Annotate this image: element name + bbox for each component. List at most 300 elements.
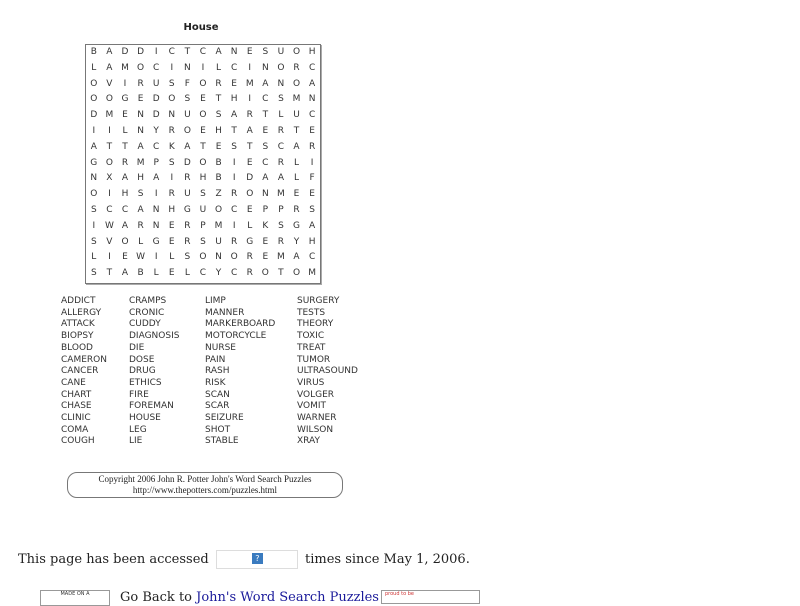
grid-cell: L (278, 110, 284, 121)
hit-counter (216, 550, 298, 569)
grid-cell: E (122, 252, 128, 263)
word-list-item: ULTRASOUND (297, 366, 358, 377)
grid-cell: M (245, 78, 254, 89)
grid-cell: V (106, 236, 113, 247)
grid-cell: E (262, 252, 269, 263)
word-list-item: CRONIC (129, 307, 165, 318)
grid-cell: H (199, 173, 207, 184)
grid-cell: C (230, 62, 238, 73)
grid-cell: R (184, 173, 191, 184)
grid-row (86, 156, 320, 172)
grid-cell: O (105, 157, 113, 168)
grid-cell: A (153, 173, 160, 184)
grid-cell: S (168, 78, 175, 89)
grid-cell: C (308, 62, 316, 73)
grid-cell: S (262, 141, 269, 152)
grid-cell: U (277, 47, 285, 57)
word-column-3 (205, 296, 275, 448)
grid-cell: N (308, 94, 316, 105)
grid-cell: T (184, 47, 191, 57)
grid-cell: G (246, 236, 254, 247)
grid-cell: L (91, 252, 97, 263)
word-list-item: COMA (61, 424, 89, 435)
puzzle-title: House (183, 22, 219, 33)
grid-cell: C (230, 204, 238, 215)
grid-cell: E (246, 204, 253, 215)
grid-cell: E (309, 189, 315, 200)
grid-cell: A (121, 173, 129, 184)
grid-cell: M (277, 189, 285, 200)
word-list-item: FIRE (129, 389, 149, 400)
word-list-item: RISK (205, 377, 226, 388)
grid-cell: C (308, 110, 316, 121)
grid-cell: E (231, 78, 237, 89)
word-list-item: CRAMPS (129, 296, 167, 306)
grid-cell: V (106, 78, 113, 89)
grid-cell: D (152, 110, 160, 121)
grid-row (86, 108, 320, 124)
grid-cell: R (184, 236, 191, 247)
grid-cell: I (201, 62, 205, 73)
word-list-item: TESTS (297, 307, 326, 318)
word-list-item: CHART (61, 389, 92, 400)
word-column-2 (129, 296, 179, 448)
word-list-item: RASH (205, 366, 230, 377)
grid-cell: C (106, 204, 113, 215)
grid-cell: C (168, 47, 175, 57)
grid-cell: C (199, 47, 207, 57)
grid-cell: S (215, 110, 222, 121)
grid-cell: G (90, 157, 98, 168)
grid-cell: I (232, 173, 236, 184)
grid-cell: M (277, 252, 285, 263)
word-list-item: XRAY (297, 436, 321, 447)
grid-cell: R (246, 268, 253, 279)
grid-cell: I (248, 62, 252, 73)
word-list-item: THEORY (297, 319, 334, 330)
copyright-text: Copyright 2006 John R. Potter John's Word Search Puzzles (98, 474, 312, 484)
grid-cell: Y (293, 236, 300, 247)
grid-cell: U (215, 236, 222, 247)
grid-cell: C (121, 204, 129, 215)
grid-cell: C (277, 141, 285, 152)
grid-cell: O (292, 268, 301, 279)
grid-cell: R (215, 78, 222, 89)
grid-cell: O (199, 78, 207, 89)
grid-cell: C (262, 157, 269, 168)
word-list-item: PAIN (205, 354, 226, 365)
grid-cell: E (200, 125, 206, 136)
word-list-item: NURSE (205, 342, 236, 353)
grid-cell: O (292, 47, 301, 57)
grid-cell: M (105, 110, 114, 121)
grid-cell: C (308, 252, 316, 263)
word-search-grid (85, 44, 321, 284)
grid-cell: S (309, 204, 315, 215)
grid-row (86, 92, 320, 108)
grid-cell: E (122, 110, 128, 121)
grid-cell: E (293, 189, 300, 200)
grid-cell: O (90, 94, 98, 105)
grid-cell: E (168, 236, 175, 247)
grid-cell: R (137, 220, 144, 231)
grid-cell: D (152, 94, 160, 105)
grid-cell: O (183, 125, 191, 136)
word-list-item: CUDDY (129, 319, 161, 330)
word-list-item: MANNER (205, 307, 245, 318)
grid-cell: T (246, 141, 253, 152)
grid-cell: N (261, 189, 269, 200)
go-back-line (120, 590, 379, 605)
grid-cell: R (308, 141, 316, 152)
grid-cell: A (309, 220, 316, 231)
grid-cell: N (215, 252, 222, 263)
word-list-item: DIAGNOSIS (129, 331, 180, 342)
grid-cell: T (278, 268, 284, 279)
grid-cell: B (137, 268, 144, 279)
grid-cell: L (294, 157, 300, 168)
grid-cell: R (277, 125, 285, 136)
grid-cell: O (230, 252, 238, 263)
grid-cell: X (106, 173, 113, 184)
grid-cell: S (184, 94, 191, 105)
grid-cell: I (108, 125, 111, 136)
grid-cell: D (137, 47, 145, 57)
grid-cell: M (292, 94, 301, 105)
word-list-item: SURGERY (297, 296, 340, 306)
grid-cell: T (293, 125, 300, 136)
word-column-4 (297, 296, 358, 448)
grid-cell: S (278, 220, 284, 231)
grid-cell: H (137, 173, 144, 184)
word-list-item: CAMERON (61, 354, 107, 365)
go-back-link[interactable]: John's Word Search Puzzles (196, 590, 379, 605)
word-list-item: FOREMAN (129, 401, 174, 412)
grid-cell: A (231, 110, 238, 121)
grid-cell: E (262, 125, 269, 136)
word-list-item: ADDICT (61, 296, 96, 306)
grid-cell: I (92, 125, 96, 136)
grid-cell: O (105, 94, 113, 105)
grid-cell: L (122, 125, 128, 136)
grid-cell: R (168, 189, 175, 200)
grid-cell: B (90, 47, 97, 57)
grid-cell: R (277, 236, 285, 247)
grid-cell: C (153, 141, 160, 152)
grid-cell: I (154, 47, 158, 57)
grid-cell: L (184, 268, 190, 279)
word-list-item: WILSON (297, 424, 334, 435)
grid-cell: I (232, 157, 236, 168)
grid-cell: O (246, 189, 254, 200)
grid-cell: U (184, 110, 191, 121)
word-list-item: ALLERGY (61, 307, 102, 318)
word-list-item: DRUG (129, 366, 156, 377)
word-list-item: SHOT (205, 424, 231, 435)
grid-cell: A (121, 220, 129, 231)
grid-cell: B (215, 173, 222, 184)
grid-cell: R (137, 78, 144, 89)
grid-cell: G (183, 204, 191, 215)
grid-cell: R (293, 204, 300, 215)
grid-cell: O (90, 78, 98, 89)
grid-cell: L (294, 173, 300, 184)
grid-cell: A (262, 78, 269, 89)
grid-cell: M (121, 62, 129, 73)
grid-cell: S (200, 236, 206, 247)
grid-cell: O (137, 62, 145, 73)
grid-cell: E (215, 141, 222, 152)
grid-cell: S (90, 236, 97, 247)
word-list-item: TUMOR (297, 354, 331, 365)
word-list-item: ATTACK (61, 319, 95, 330)
copyright-url: http://www.thepotters.com/puzzles.html (132, 485, 278, 495)
grid-cell: L (91, 62, 97, 73)
grid-cell: A (215, 47, 222, 57)
grid-cell: A (106, 62, 113, 73)
grid-cell: T (215, 94, 222, 105)
grid-cell: F (184, 78, 190, 89)
grid-cell: D (183, 157, 191, 168)
made-on-mac-badge[interactable]: MADE ON A (40, 590, 110, 606)
grid-cell: E (200, 94, 206, 105)
grid-cell: O (292, 78, 301, 89)
grid-cell: A (106, 47, 113, 57)
grid-cell: R (246, 252, 253, 263)
word-list-item: CHASE (61, 401, 92, 412)
grid-cell: E (168, 220, 175, 231)
word-list-item: HOUSE (129, 413, 161, 424)
grid-cell: N (261, 62, 269, 73)
grid-cell: S (90, 268, 97, 279)
grid-cell: A (293, 252, 300, 263)
grid-cell: H (215, 125, 222, 136)
grid-cell: S (262, 47, 269, 57)
grid-row (86, 203, 320, 219)
grid-cell: S (184, 252, 191, 263)
grid-row (86, 235, 320, 251)
grid-cell: N (90, 173, 98, 184)
grid-cell: O (168, 94, 176, 105)
grid-cell: A (184, 141, 191, 152)
grid-cell: I (232, 220, 236, 231)
grid-cell: A (137, 141, 144, 152)
grid-cell: R (277, 157, 285, 168)
grid-cell: G (121, 94, 129, 105)
grid-cell: P (200, 220, 206, 231)
access-text-after: times since May 1, 2006. (305, 552, 470, 567)
grid-cell: I (92, 220, 96, 231)
word-column-1 (61, 296, 107, 448)
grid-cell: D (121, 47, 129, 57)
grid-cell: E (137, 94, 144, 105)
word-list-item: COUGH (61, 436, 95, 447)
word-list-item: MARKERBOARD (205, 319, 276, 330)
grid-cell: D (246, 173, 254, 184)
grid-row (86, 250, 320, 266)
grid-cell: T (106, 268, 113, 279)
grid-cell: R (246, 110, 253, 121)
word-list-item: CANCER (61, 366, 99, 377)
grid-cell: T (106, 141, 113, 152)
broken-image-icon: ? (252, 553, 263, 564)
grid-cell: S (168, 157, 175, 168)
grid-cell: U (152, 78, 160, 89)
grid-cell: T (122, 141, 128, 152)
grid-cell: S (90, 204, 97, 215)
grid-cell: O (199, 110, 207, 121)
grid-cell: E (168, 268, 175, 279)
word-list-item: SEIZURE (205, 413, 244, 424)
grid-cell: I (154, 252, 158, 263)
grid-cell: L (169, 252, 175, 263)
grid-cell: R (231, 189, 238, 200)
grid-cell: O (199, 157, 207, 168)
grid-row (86, 61, 320, 77)
grid-cell: Y (215, 268, 222, 279)
grid-cell: N (183, 62, 191, 73)
grid-cell: O (121, 236, 129, 247)
grid-cell: E (309, 125, 315, 136)
grid-cell: O (199, 252, 207, 263)
grid-cell: F (309, 173, 315, 184)
grid-cell: I (108, 189, 111, 200)
grid-cell: N (168, 110, 176, 121)
grid-cell: A (121, 268, 129, 279)
grid-cell: M (214, 220, 223, 231)
grid-cell: I (108, 252, 111, 263)
word-list-item: VIRUS (297, 377, 325, 388)
grid-cell: A (246, 125, 253, 136)
word-list-item: MOTORCYCLE (205, 331, 267, 342)
word-list-item: ETHICS (129, 377, 162, 388)
grid-cell: U (293, 110, 300, 121)
grid-cell: G (152, 236, 160, 247)
grid-cell: C (153, 62, 160, 73)
word-list-item: VOMIT (297, 401, 326, 412)
grid-cell: A (277, 173, 284, 184)
grid-cell: I (310, 157, 314, 168)
grid-cell: L (153, 268, 159, 279)
word-list-item: SCAN (205, 389, 230, 400)
grid-cell: N (230, 47, 238, 57)
grid-cell: A (262, 173, 269, 184)
access-counter-line (18, 550, 470, 569)
grid-cell: N (152, 220, 160, 231)
grid-cell: A (90, 141, 97, 152)
grid-cell: P (278, 204, 284, 215)
word-list-item: VOLGER (297, 389, 335, 400)
go-back-prefix: Go Back to (120, 590, 192, 605)
grid-cell: L (138, 236, 144, 247)
word-list-item: SCAR (205, 401, 230, 412)
grid-cell: O (261, 268, 269, 279)
grid-cell: E (246, 157, 253, 168)
grid-cell: T (231, 125, 237, 136)
grid-row (86, 219, 320, 235)
word-list-item: DIE (129, 342, 145, 353)
grid-cell: S (278, 94, 284, 105)
grid-row (86, 77, 320, 93)
word-list-item: WARNER (297, 413, 337, 424)
word-list-item: LEG (129, 424, 147, 435)
grid-cell: I (154, 189, 158, 200)
grid-cell: A (293, 141, 300, 152)
grid-cell: R (121, 157, 129, 168)
grid-cell: Z (215, 189, 222, 200)
grid-cell: A (309, 78, 316, 89)
grid-row (86, 45, 320, 61)
grid-cell: R (293, 62, 300, 73)
grid-cell: U (199, 204, 207, 215)
grid-cell: T (262, 110, 269, 121)
grid-cell: C (262, 94, 269, 105)
access-text-before: This page has been accessed (18, 552, 209, 567)
grid-cell: N (137, 125, 144, 136)
grid-cell: A (137, 204, 144, 215)
grid-row (86, 266, 320, 282)
grid-cell: K (168, 141, 175, 152)
grid-cell: W (104, 220, 114, 231)
grid-row (86, 124, 320, 140)
grid-cell: I (170, 173, 174, 184)
grid-cell: O (277, 62, 285, 73)
grid-cell: W (136, 252, 146, 263)
grid-cell: N (277, 78, 285, 89)
grid-cell: M (308, 268, 316, 279)
grid-cell: N (152, 204, 160, 215)
grid-cell: O (90, 189, 98, 200)
grid-cell: O (215, 204, 223, 215)
grid-cell: S (137, 189, 144, 200)
proud-badge[interactable]: proud to be (381, 590, 480, 604)
grid-cell: P (153, 157, 159, 168)
grid-cell: C (199, 268, 207, 279)
word-list-item: LIMP (205, 296, 226, 306)
grid-cell: C (230, 268, 238, 279)
grid-cell: I (248, 94, 252, 105)
grid-cell: P (262, 204, 269, 215)
word-list-item: TOXIC (297, 331, 325, 342)
grid-cell: H (121, 189, 129, 200)
grid-cell: I (170, 62, 174, 73)
grid-cell: E (262, 236, 269, 247)
copyright-box (67, 472, 343, 498)
grid-cell: M (136, 157, 145, 168)
grid-row (86, 140, 320, 156)
word-list-item: LIE (129, 436, 143, 447)
word-list-item: CLINIC (61, 413, 91, 424)
grid-cell: R (168, 125, 175, 136)
grid-cell: U (184, 189, 191, 200)
grid-cell: S (200, 189, 206, 200)
word-list-item: STABLE (205, 436, 239, 447)
grid-cell: S (231, 141, 237, 152)
grid-cell: K (262, 220, 269, 231)
grid-cell: H (308, 47, 316, 57)
word-list-item: CANE (61, 377, 86, 388)
word-list-item: TREAT (297, 342, 326, 353)
grid-cell: R (231, 236, 238, 247)
grid-cell: D (90, 110, 98, 121)
grid-cell: G (293, 220, 300, 231)
grid-cell: H (168, 204, 176, 215)
grid-cell: B (215, 157, 222, 168)
word-list-item: DOSE (129, 354, 155, 365)
grid-cell: T (200, 141, 206, 152)
grid-cell: I (123, 78, 127, 89)
grid-cell: H (308, 236, 316, 247)
